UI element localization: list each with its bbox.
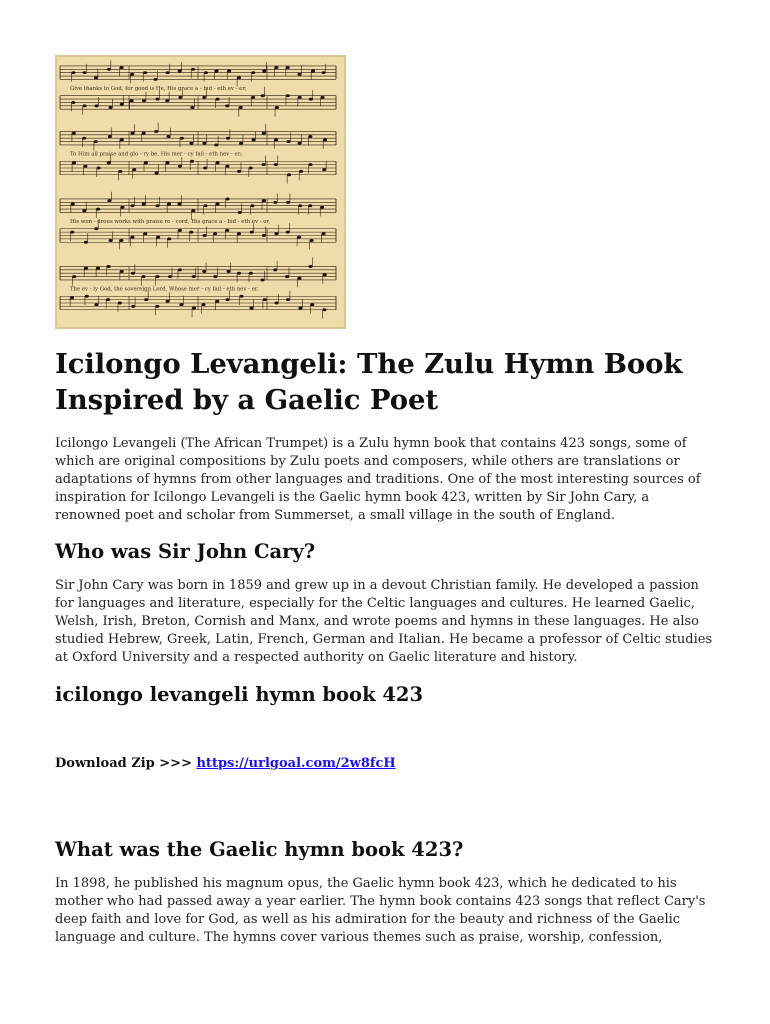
page-title: Icilongo Levangeli: The Zulu Hymn Book Inspired by a Gaelic Poet xyxy=(55,348,683,416)
section-heading-who: Who was Sir John Cary? xyxy=(55,540,316,563)
lyric-line: Give thanks to God, for good is He, His grace a - bid - eth ev - er; xyxy=(69,85,247,92)
article xyxy=(55,55,715,947)
intro-paragraph: Icilongo Levangeli (The African Trumpet) is a Zulu hymn book that contains 423 songs, some of which are original compositions by Zulu poets and composers, while others are translations or adaptations of hymns from other languages and traditions. One of the most interesting sources of inspiration for Icilongo Levangeli is the Gaelic hymn book 423, written by Sir John Cary, a renowned poet and scholar from Summerset, a small village in the south of England. xyxy=(55,436,701,523)
download-label: Download Zip >>> xyxy=(55,756,197,771)
lyric-line: The ev - ly God, the sovereign Lord, Whose mer - cy fail - eth nev - er. xyxy=(69,286,259,293)
sheet-music-image xyxy=(55,55,346,329)
download-link[interactable]: https://urlgoal.com/2w8fcH xyxy=(196,756,396,771)
keyword-heading: icilongo levangeli hymn book 423 xyxy=(55,683,424,706)
download-line xyxy=(55,755,715,773)
lyric-line: To Him all praise and glo - ry be, His mer - cy fail - eth nev - er; xyxy=(69,151,243,158)
section-heading-what: What was the Gaelic hymn book 423? xyxy=(55,838,464,861)
who-paragraph: Sir John Cary was born in 1859 and grew up in a devout Christian family. He developed a passion for languages and literature, especially for the Celtic languages and cultures. He learned Gaelic, Welsh, Irish, Breton, Cornish and Manx, and wrote poems and hymns in these languages. He also studied Hebrew, Greek, Latin, French, German and Italian. He became a professor of Celtic studies at Oxford University and a respected authority on Gaelic literature and history. xyxy=(55,578,713,665)
what-paragraph: In 1898, he published his magnum opus, the Gaelic hymn book 423, which he dedicated to his mother who had passed away a year earlier. The hymn book contains 423 songs that reflect Cary's deep faith and love for God, as well as his admiration for the beauty and richness of the Gaelic language and culture. The hymns cover various themes such as praise, worship, confession, xyxy=(55,876,706,945)
lyric-line: His won - drous works with praise re - cord, His grace a - bid - eth ev - er, xyxy=(69,218,271,225)
